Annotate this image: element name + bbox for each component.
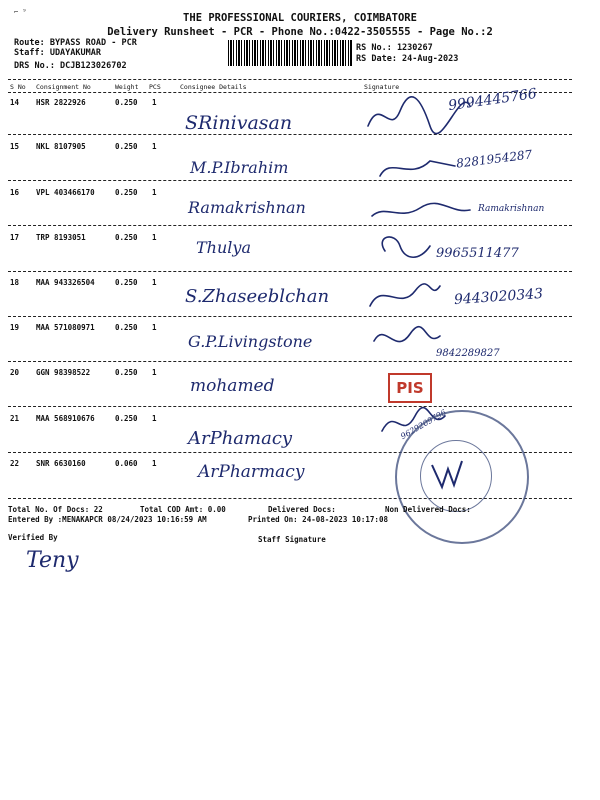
- handwritten-consignee: ArPhamacy: [188, 428, 293, 449]
- row-sno: 14: [10, 98, 20, 107]
- verified-by: Verified By: [8, 533, 58, 542]
- handwritten-phone: 9629209796: [399, 407, 448, 442]
- row-consignment: GGN 98398522: [36, 368, 91, 377]
- row-sno: 20: [10, 368, 20, 377]
- row-weight: 0.250: [115, 98, 138, 107]
- handwritten-phone: 9994445766: [447, 85, 538, 115]
- col-weight: Weight: [115, 83, 139, 91]
- handwritten-phone: 9443020343: [453, 285, 544, 309]
- row-sno: 17: [10, 233, 20, 242]
- rs-date: RS Date: 24-Aug-2023: [356, 54, 459, 64]
- printed-on: Printed On: 24-08-2023 10:17:08: [248, 515, 388, 524]
- row-weight: 0.250: [115, 233, 138, 242]
- row-weight: 0.250: [115, 188, 138, 197]
- row-weight: 0.250: [115, 414, 138, 423]
- row-sno: 22: [10, 459, 20, 468]
- row-pcs: 1: [152, 188, 157, 197]
- corner-mark: ⌐ ⁹: [14, 8, 27, 16]
- row-pcs: 1: [152, 414, 157, 423]
- handwritten-phone: 9842289827: [436, 348, 500, 359]
- row-pcs: 1: [152, 142, 157, 151]
- row-weight: 0.250: [115, 323, 138, 332]
- header-divider-top: [8, 79, 572, 80]
- col-sno: S No: [10, 83, 26, 91]
- staff: Staff: UDAYAKUMAR: [14, 48, 101, 58]
- row-weight: 0.250: [115, 368, 138, 377]
- row-pcs: 1: [152, 459, 157, 468]
- signature-scribble: [382, 237, 430, 257]
- row-consignment: MAA 571080971: [36, 323, 95, 332]
- signature-scribble: [372, 203, 470, 216]
- col-consignee: Consignee Details: [180, 83, 247, 91]
- handwritten-phone: 8281954287: [455, 147, 533, 171]
- total-cod: Total COD Amt: 0.00: [140, 505, 226, 514]
- runsheet-subtitle: Delivery Runsheet - PCR - Phone No.:0422-3505555 - Page No.:2: [107, 26, 493, 38]
- row-sno: 21: [10, 414, 20, 423]
- col-consignment: Consignment No: [36, 83, 91, 91]
- entered-by: Entered By :MENAKAPCR 08/24/2023 10:16:59 AM: [8, 515, 207, 524]
- row-consignment: HSR 2822926: [36, 98, 86, 107]
- signature-scribble: [380, 161, 455, 176]
- row-weight: 0.060: [115, 459, 138, 468]
- row-weight: 0.250: [115, 278, 138, 287]
- row-consignment: MAA 568910676: [36, 414, 95, 423]
- col-signature: Signature: [364, 83, 400, 91]
- handwritten-note: Ramakrishnan: [478, 204, 545, 214]
- rs-number: RS No.: 1230267: [356, 43, 433, 53]
- row-consignment: TRP 8193051: [36, 233, 86, 242]
- row-consignment: VPL 403466170: [36, 188, 95, 197]
- row-consignment: NKL 8107905: [36, 142, 86, 151]
- stamp-initials-mark: [428, 455, 468, 495]
- company-name: THE PROFESSIONAL COURIERS, COIMBATORE: [183, 12, 417, 24]
- handwritten-consignee: S.Zhaseeblchan: [185, 286, 330, 307]
- total-docs: Total No. Of Docs: 22: [8, 505, 103, 514]
- signature-scribble: [374, 327, 440, 342]
- handwritten-consignee: ArPharmacy: [198, 462, 305, 482]
- row-pcs: 1: [152, 233, 157, 242]
- col-pcs: PCS: [149, 83, 161, 91]
- handwritten-consignee: SRinivasan: [185, 112, 293, 134]
- row-weight: 0.250: [115, 142, 138, 151]
- route: Route: BYPASS ROAD - PCR: [14, 38, 137, 48]
- handwritten-consignee: Ramakrishnan: [188, 198, 306, 217]
- staff-signature: Staff Signature: [258, 535, 326, 544]
- non-delivered-docs: Non Delivered Docs:: [385, 505, 471, 514]
- row-pcs: 1: [152, 278, 157, 287]
- handwritten-consignee: Thulya: [196, 238, 251, 257]
- signature-scribble: [370, 284, 440, 306]
- verifier-initials: Teny: [26, 548, 79, 573]
- row-sno: 15: [10, 142, 20, 151]
- handwritten-consignee: mohamed: [190, 376, 275, 396]
- row-pcs: 1: [152, 98, 157, 107]
- barcode-image: [228, 40, 353, 66]
- delivered-docs: Delivered Docs:: [268, 505, 336, 514]
- row-consignment: SNR 6630160: [36, 459, 86, 468]
- handwritten-consignee: G.P.Livingstone: [188, 332, 313, 351]
- row-sno: 18: [10, 278, 20, 287]
- row-pcs: 1: [152, 368, 157, 377]
- row-consignment: MAA 943326504: [36, 278, 95, 287]
- drs-number: DRS No.: DCJB123026702: [14, 61, 127, 71]
- pis-stamp: PIS: [388, 373, 432, 403]
- handwritten-consignee: M.P.Ibrahim: [190, 158, 289, 177]
- row-sno: 16: [10, 188, 20, 197]
- row-pcs: 1: [152, 323, 157, 332]
- handwritten-phone: 9965511477: [436, 246, 519, 261]
- row-sno: 19: [10, 323, 20, 332]
